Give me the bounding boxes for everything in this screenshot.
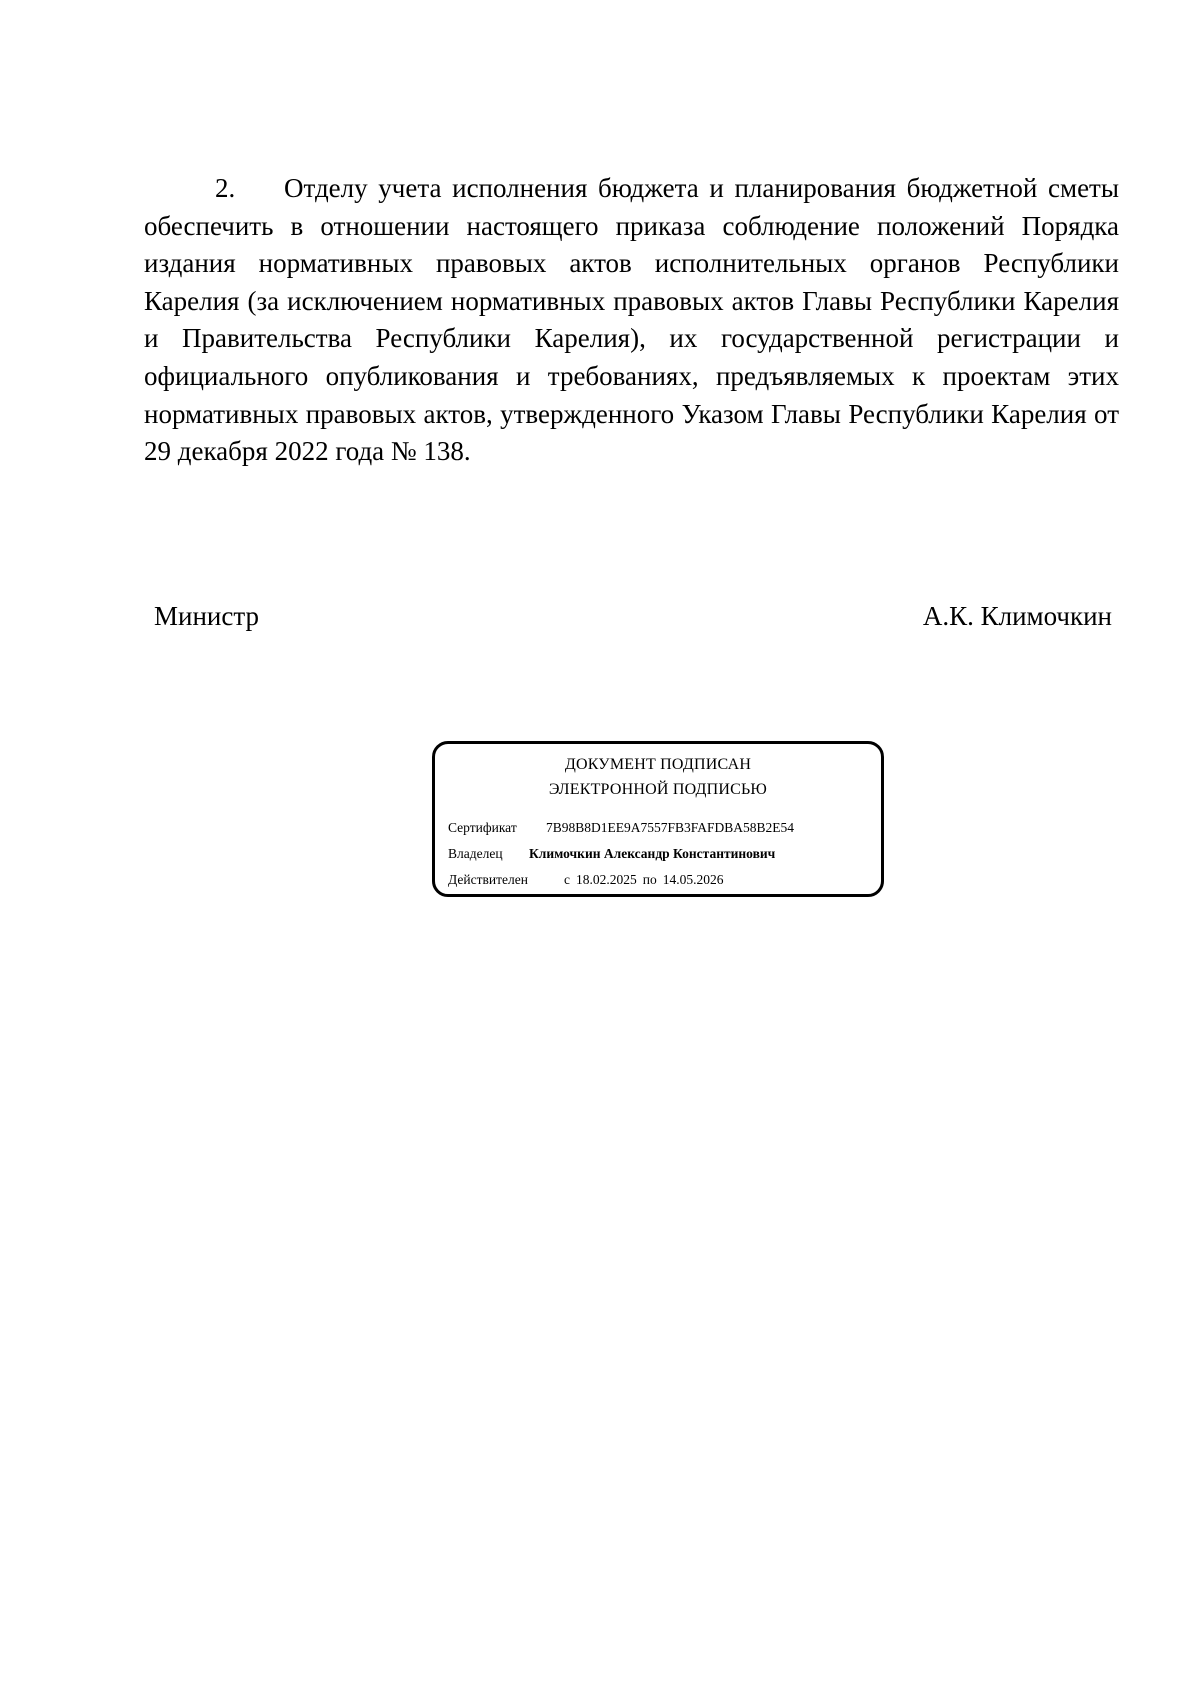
valid-label: Действителен	[448, 872, 528, 887]
certificate-value: 7B98B8D1EE9A7557FB3FAFDBA58B2E54	[546, 820, 795, 835]
owner-label: Владелец	[448, 846, 503, 861]
valid-to-prefix: по	[642, 872, 657, 887]
paragraph-2	[144, 170, 1119, 471]
paragraph-text: Отделу учета исполнения бюджета и планирования бюджетной сметы обеспечить в отношении настоящего приказа соблюдение положений Порядка издания нормативных правовых актов исполнительных органов Республики Карелия (за исключением нормативных правовых актов Главы Республики Карелия и Правительства Республики Карелия), их государственной регистрации и официального опубликования и требованиях, предъявляемых к проектам этих нормативных правовых актов, утвержденного Указом Главы Республики Карелия от 29 декабря 2022 года № 138.	[144, 173, 1119, 467]
valid-to-date: 14.05.2026	[662, 872, 724, 887]
paragraph-number: 2.	[215, 173, 236, 203]
signer-position: Министр	[154, 601, 259, 631]
stamp-heading-line2: ЭЛЕКТРОННОЙ ПОДПИСЬЮ	[548, 781, 768, 798]
owner-value: Климочкин Александр Константинович	[529, 846, 776, 861]
stamp-certificate-row	[448, 819, 794, 837]
valid-from-date: 18.02.2025	[576, 872, 637, 887]
stamp-owner-row	[448, 845, 775, 863]
certificate-label: Сертификат	[448, 820, 517, 835]
stamp-heading-line1: ДОКУМЕНТ ПОДПИСАН	[564, 756, 752, 773]
electronic-signature-stamp	[432, 741, 884, 897]
signer-name: А.К. Климочкин	[922, 601, 1112, 631]
valid-from-prefix: с	[564, 872, 570, 887]
stamp-validity-row	[448, 871, 723, 889]
